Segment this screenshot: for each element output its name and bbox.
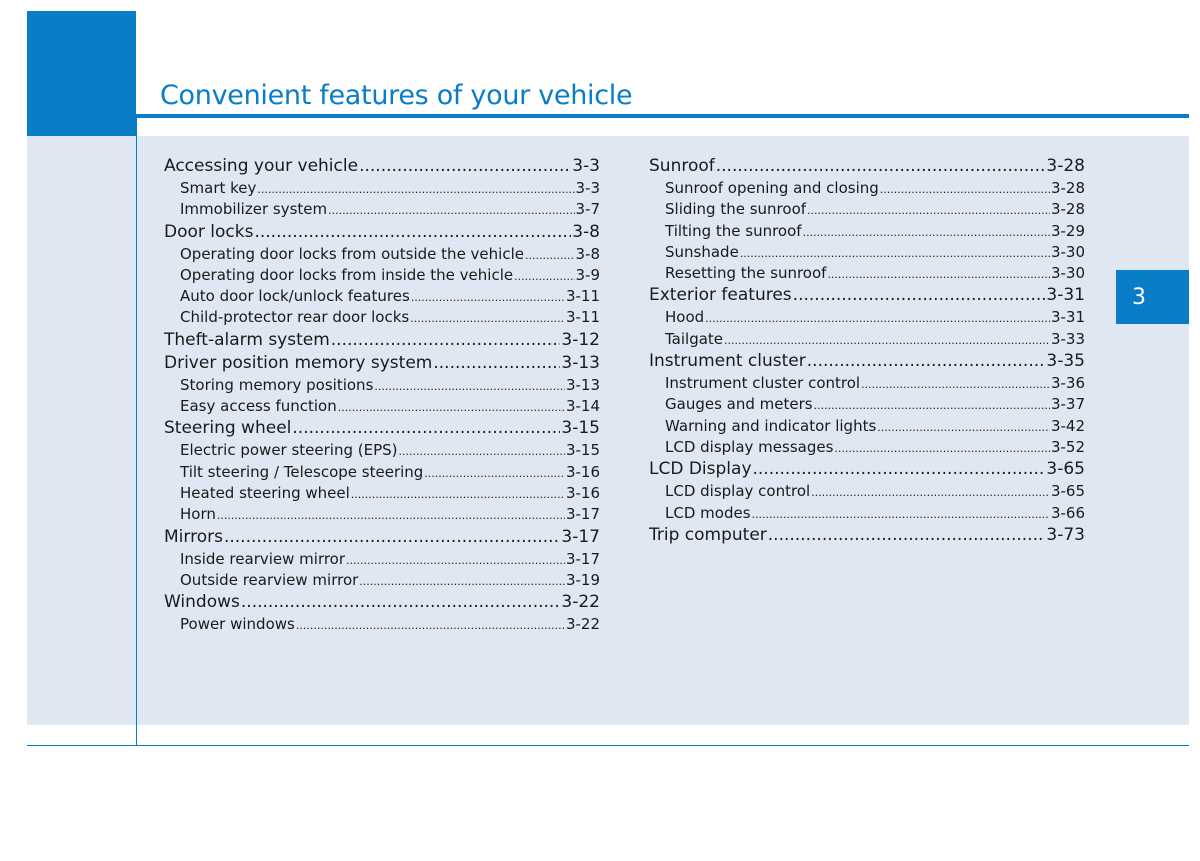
toc-section-entry[interactable]	[164, 155, 600, 178]
toc-leader-dots	[374, 376, 565, 397]
toc-entry-label: Steering wheel	[164, 418, 292, 439]
toc-entry-label: Operating door locks from outside the vehicle	[180, 244, 524, 263]
toc-entry-label: Storing memory positions	[180, 375, 374, 394]
toc-section-entry[interactable]	[164, 329, 600, 352]
toc-section-entry[interactable]	[649, 458, 1085, 481]
toc-leader-dots	[827, 264, 1050, 285]
toc-right-column	[649, 155, 1085, 547]
toc-leader-dots	[359, 155, 571, 178]
toc-page-number: 3-36	[1050, 374, 1085, 393]
toc-page-number: 3-65	[1046, 459, 1085, 480]
toc-section-entry[interactable]	[164, 352, 600, 375]
toc-leader-dots	[525, 245, 575, 266]
toc-subsection-entry[interactable]	[164, 178, 600, 199]
toc-entry-label: LCD Display	[649, 459, 752, 480]
page-title: Convenient features of your vehicle	[160, 80, 633, 111]
toc-section-entry[interactable]	[649, 284, 1085, 307]
toc-subsection-entry[interactable]	[164, 462, 600, 483]
toc-page-number: 3-14	[565, 397, 600, 416]
toc-leader-dots	[346, 550, 565, 571]
chapter-corner-block	[27, 11, 136, 136]
toc-leader-dots	[814, 395, 1050, 416]
toc-entry-label: Operating door locks from inside the vehicle	[180, 265, 514, 284]
toc-entry-label: Windows	[164, 592, 240, 613]
toc-subsection-entry[interactable]	[649, 481, 1085, 502]
bottom-divider	[27, 745, 1189, 746]
toc-entry-label: Tilt steering / Telescope steering	[180, 462, 424, 481]
toc-entry-label: Outside rearview mirror	[180, 570, 359, 589]
toc-subsection-entry[interactable]	[164, 549, 600, 570]
title-underline	[136, 114, 1189, 118]
toc-leader-dots	[338, 397, 565, 418]
toc-leader-dots	[241, 591, 561, 614]
toc-subsection-entry[interactable]	[164, 244, 600, 265]
toc-page-number: 3-35	[1046, 351, 1085, 372]
toc-page-number: 3-66	[1050, 503, 1085, 522]
toc-leader-dots	[740, 243, 1050, 264]
toc-leader-dots	[803, 222, 1050, 243]
toc-leader-dots	[811, 482, 1050, 503]
toc-subsection-entry[interactable]	[164, 614, 600, 635]
toc-leader-dots	[807, 200, 1050, 221]
toc-section-entry[interactable]	[164, 591, 600, 614]
toc-page-number: 3-8	[575, 244, 600, 263]
toc-page-number: 3-12	[561, 329, 600, 350]
toc-leader-dots	[331, 329, 561, 352]
toc-page-number: 3-42	[1050, 416, 1085, 435]
toc-page-number: 3-17	[565, 505, 600, 524]
toc-leader-dots	[514, 266, 574, 287]
toc-page-number: 3-13	[561, 352, 600, 373]
toc-entry-label: Sunroof opening and closing	[665, 179, 879, 197]
toc-page-number: 3-9	[575, 265, 600, 284]
toc-leader-dots	[257, 179, 574, 200]
toc-entry-label: Sliding the sunroof	[665, 200, 807, 219]
toc-entry-label: Mirrors	[164, 526, 223, 547]
toc-entry-label: Child-protector rear door locks	[180, 308, 410, 327]
toc-leader-dots	[411, 287, 565, 308]
toc-entry-label: Sunshade	[665, 242, 739, 261]
toc-leader-dots	[296, 615, 565, 636]
toc-entry-label: Horn	[180, 505, 216, 524]
toc-page-number: 3-17	[565, 549, 600, 568]
toc-entry-label: Hood	[665, 308, 705, 327]
toc-entry-label: Electric power steering (EPS)	[180, 441, 398, 460]
toc-subsection-entry[interactable]	[649, 221, 1085, 242]
toc-entry-label: Smart key	[180, 179, 257, 197]
chapter-tab	[1116, 270, 1189, 324]
toc-page-number: 3-22	[561, 592, 600, 613]
toc-leader-dots	[292, 417, 560, 440]
toc-entry-label: Instrument cluster control	[665, 374, 861, 393]
toc-subsection-entry[interactable]	[649, 329, 1085, 350]
toc-entry-label: Sunroof	[649, 156, 715, 176]
toc-entry-label: Warning and indicator lights	[665, 416, 877, 435]
toc-leader-dots	[359, 571, 565, 592]
toc-leader-dots	[399, 441, 565, 462]
toc-leader-dots	[217, 505, 565, 526]
toc-subsection-entry[interactable]	[649, 199, 1085, 220]
toc-entry-label: Inside rearview mirror	[180, 549, 346, 568]
toc-leader-dots	[724, 330, 1050, 351]
toc-page-number: 3-28	[1050, 200, 1085, 219]
toc-subsection-entry[interactable]	[649, 242, 1085, 263]
toc-leader-dots	[807, 350, 1046, 373]
toc-page-number: 3-19	[565, 570, 600, 589]
toc-subsection-entry[interactable]	[649, 416, 1085, 437]
toc-page-number: 3-16	[565, 462, 600, 481]
toc-subsection-entry[interactable]	[164, 440, 600, 461]
toc-page-number: 3-28	[1050, 179, 1085, 197]
toc-page-number: 3-3	[572, 156, 600, 176]
margin-divider	[136, 118, 137, 745]
toc-page-number: 3-22	[565, 615, 600, 634]
toc-subsection-entry[interactable]	[164, 504, 600, 525]
toc-leader-dots	[351, 484, 565, 505]
toc-leader-dots	[753, 458, 1046, 481]
toc-subsection-entry[interactable]	[164, 375, 600, 396]
toc-page-number: 3-31	[1046, 285, 1085, 306]
toc-subsection-entry[interactable]	[164, 570, 600, 591]
toc-subsection-entry[interactable]	[164, 199, 600, 220]
toc-entry-label: LCD display messages	[665, 437, 834, 456]
toc-page-number: 3-7	[575, 200, 600, 219]
toc-subsection-entry[interactable]	[164, 483, 600, 504]
toc-entry-label: Door locks	[164, 221, 254, 242]
toc-leader-dots	[716, 155, 1046, 178]
toc-section-entry[interactable]	[649, 350, 1085, 373]
toc-page-number: 3-30	[1050, 242, 1085, 261]
toc-entry-label: LCD display control	[665, 482, 811, 501]
toc-left-column	[164, 155, 600, 635]
toc-page-number: 3-29	[1050, 221, 1085, 240]
toc-leader-dots	[861, 374, 1050, 395]
toc-page-number: 3-28	[1046, 156, 1085, 176]
toc-entry-label: Heated steering wheel	[180, 483, 350, 502]
toc-leader-dots	[768, 524, 1046, 547]
toc-subsection-entry[interactable]	[164, 307, 600, 328]
toc-page-number: 3-17	[561, 526, 600, 547]
toc-section-entry[interactable]	[649, 524, 1085, 547]
toc-page-number: 3-15	[561, 418, 600, 439]
toc-entry-label: Auto door lock/unlock features	[180, 287, 410, 306]
toc-entry-label: Immobilizer system	[180, 200, 328, 219]
toc-leader-dots	[424, 463, 565, 484]
toc-page-number: 3-73	[1046, 524, 1085, 545]
toc-entry-label: Power windows	[180, 615, 295, 634]
toc-entry-label: Driver position memory system	[164, 352, 433, 373]
toc-page-number: 3-33	[1050, 329, 1085, 348]
toc-leader-dots	[877, 417, 1050, 438]
toc-section-entry[interactable]	[649, 155, 1085, 178]
toc-subsection-entry[interactable]	[649, 394, 1085, 415]
toc-leader-dots	[328, 200, 574, 221]
toc-leader-dots	[410, 308, 565, 329]
toc-page-number: 3-11	[565, 308, 600, 327]
toc-entry-label: Exterior features	[649, 285, 792, 306]
toc-entry-label: Tailgate	[665, 329, 724, 348]
toc-page-number: 3-8	[572, 221, 600, 242]
chapter-number: 3	[1132, 284, 1146, 310]
toc-page-number: 3-3	[575, 179, 600, 197]
toc-leader-dots	[254, 221, 571, 244]
toc-section-entry[interactable]	[164, 417, 600, 440]
toc-subsection-entry[interactable]	[649, 503, 1085, 524]
toc-section-entry[interactable]	[164, 526, 600, 549]
toc-leader-dots	[433, 352, 560, 375]
toc-entry-label: Instrument cluster	[649, 351, 806, 372]
toc-page-number: 3-15	[565, 441, 600, 460]
toc-leader-dots	[880, 179, 1050, 200]
toc-page-number: 3-11	[565, 287, 600, 306]
toc-entry-label: Gauges and meters	[665, 395, 813, 414]
toc-leader-dots	[752, 504, 1050, 525]
toc-subsection-entry[interactable]	[164, 396, 600, 417]
toc-leader-dots	[834, 438, 1050, 459]
toc-page-number: 3-13	[565, 375, 600, 394]
toc-subsection-entry[interactable]	[649, 307, 1085, 328]
toc-subsection-entry[interactable]	[649, 437, 1085, 458]
toc-leader-dots	[224, 526, 560, 549]
toc-page-number: 3-30	[1050, 264, 1085, 283]
toc-entry-label: Tilting the sunroof	[665, 221, 802, 240]
toc-subsection-entry[interactable]	[649, 263, 1085, 284]
toc-subsection-entry[interactable]	[164, 265, 600, 286]
toc-entry-label: Trip computer	[649, 524, 767, 545]
toc-entry-label: Accessing your vehicle	[164, 156, 359, 176]
toc-entry-label: Easy access function	[180, 397, 337, 416]
toc-section-entry[interactable]	[164, 221, 600, 244]
toc-page-number: 3-37	[1050, 395, 1085, 414]
toc-leader-dots	[705, 308, 1050, 329]
toc-entry-label: LCD modes	[665, 503, 751, 522]
toc-entry-label: Theft-alarm system	[164, 329, 330, 350]
toc-entry-label: Resetting the sunroof	[665, 264, 827, 283]
toc-page-number: 3-16	[565, 483, 600, 502]
toc-subsection-entry[interactable]	[164, 286, 600, 307]
toc-page-number: 3-52	[1050, 437, 1085, 456]
toc-subsection-entry[interactable]	[649, 373, 1085, 394]
toc-subsection-entry[interactable]	[649, 178, 1085, 199]
toc-page-number: 3-65	[1050, 482, 1085, 501]
toc-leader-dots	[793, 284, 1046, 307]
toc-page-number: 3-31	[1050, 308, 1085, 327]
